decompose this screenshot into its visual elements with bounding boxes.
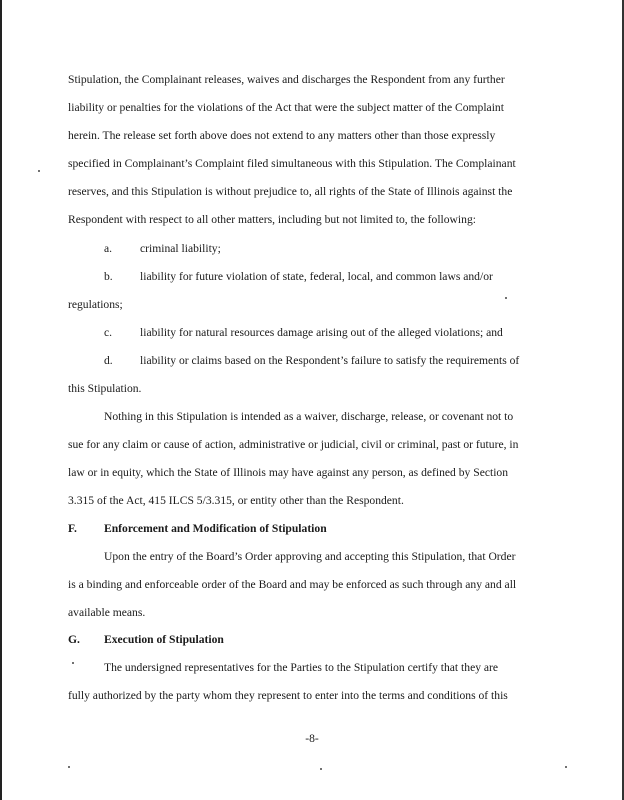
section-f-letter: F. <box>68 522 77 535</box>
body-line: The undersigned representatives for the Parties to the Stipulation certify that they are <box>104 661 499 674</box>
body-line: herein. The release set forth above does not extend to any matters other than those expressly <box>68 129 496 142</box>
body-line: specified in Complainant’s Complaint filed simultaneous with this Stipulation. The Complainant <box>68 157 516 170</box>
body-line: law or in equity, which the State of Illinois may have against any person, as defined by Section <box>68 466 509 479</box>
scan-speck <box>320 768 322 770</box>
body-line: 3.315 of the Act, 415 ILCS 5/3.315, or entity other than the Respondent. <box>68 494 404 507</box>
list-item-text: liability or claims based on the Respondent’s failure to satisfy the requirements of <box>140 354 520 367</box>
list-item-letter: a. <box>104 242 113 255</box>
page-number: -8- <box>305 732 319 745</box>
body-line: Stipulation, the Complainant releases, waives and discharges the Respondent from any further <box>68 73 505 86</box>
scan-speck <box>68 766 70 768</box>
body-line: reserves, and this Stipulation is without prejudice to, all rights of the State of Illinois against the <box>68 185 513 198</box>
list-item-letter: b. <box>104 270 113 283</box>
list-item-text: criminal liability; <box>140 242 221 255</box>
scan-speck <box>38 170 40 172</box>
list-item-text: liability for future violation of state, federal, local, and common laws and/or <box>140 270 493 283</box>
scan-speck <box>565 766 567 768</box>
body-line: Nothing in this Stipulation is intended as a waiver, discharge, release, or covenant not to <box>104 410 514 423</box>
body-line: is a binding and enforceable order of the Board and may be enforced as such through any and all <box>68 578 517 591</box>
section-f-title: Enforcement and Modification of Stipulation <box>104 522 327 535</box>
section-g-title: Execution of Stipulation <box>104 633 224 646</box>
list-item-continuation: this Stipulation. <box>68 382 142 395</box>
list-item-letter: d. <box>104 354 113 367</box>
body-line: Respondent with respect to all other matters, including but not limited to, the following: <box>68 213 476 226</box>
scan-speck <box>72 662 74 664</box>
list-item-letter: c. <box>104 326 113 339</box>
body-line: sue for any claim or cause of action, administrative or judicial, civil or criminal, past or future, in <box>68 438 519 451</box>
scan-speck <box>505 297 507 299</box>
section-g-letter: G. <box>68 633 80 646</box>
body-line: Upon the entry of the Board’s Order approving and accepting this Stipulation, that Order <box>104 550 516 563</box>
list-item-text: liability for natural resources damage arising out of the alleged violations; and <box>140 326 503 339</box>
body-line: liability or penalties for the violations of the Act that were the subject matter of the Complaint <box>68 101 504 114</box>
scan-edge-left <box>0 0 2 800</box>
body-line: available means. <box>68 606 146 619</box>
list-item-continuation: regulations; <box>68 298 123 311</box>
body-line: fully authorized by the party whom they represent to enter into the terms and conditions of this <box>68 689 508 702</box>
